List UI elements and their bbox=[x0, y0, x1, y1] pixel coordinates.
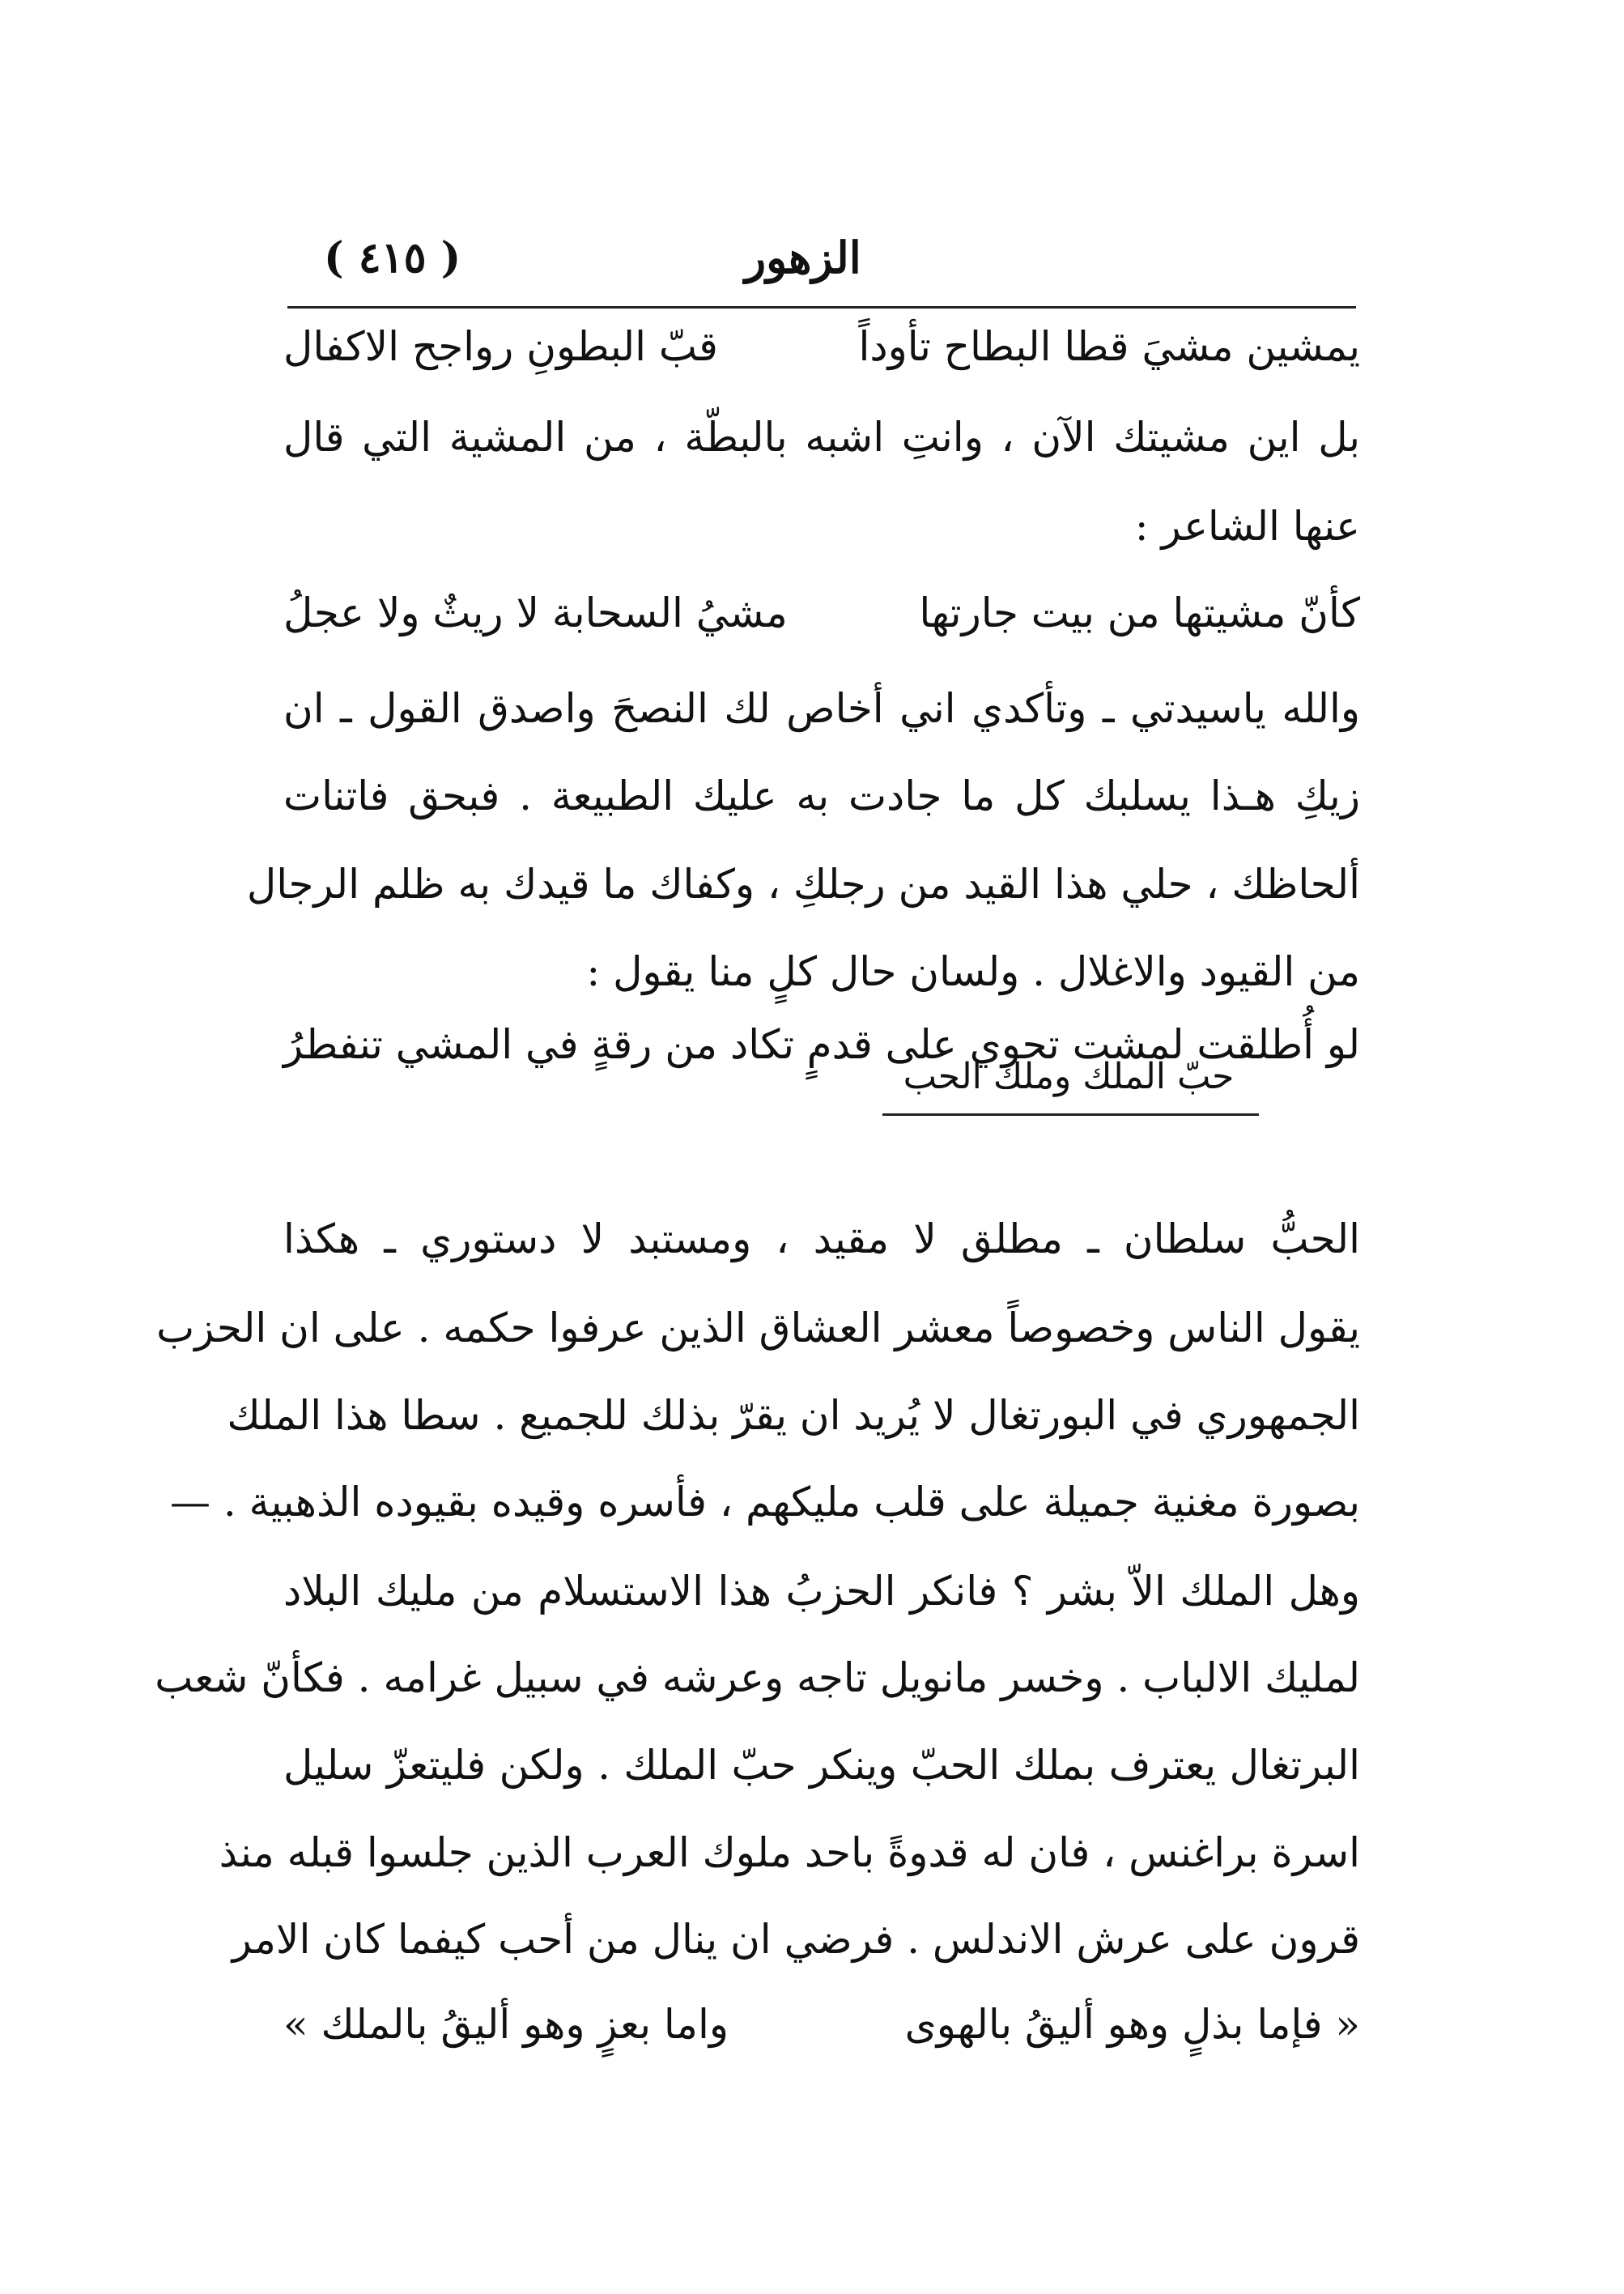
verse-hemistich-first: يمشين مشيَ قطا البطاح تأوداً bbox=[858, 323, 1360, 370]
paragraph-line: زيكِ هـذا يسلبك كل ما جادت به عليك الطبيعة . فبحق فاتنات bbox=[283, 772, 1360, 819]
paragraph-line: يقول الناس وخصوصاً معشر العشاق الذين عرفوا حكمه . على ان الحزب bbox=[156, 1304, 1360, 1351]
paragraph-line: من القيود والاغلال . ولسان حال كلٍ منا يقول : bbox=[586, 948, 1360, 995]
running-title: الزهور bbox=[745, 232, 861, 283]
verse-hemistich-first: كأنّ مشيتها من بيت جارتها bbox=[919, 589, 1360, 636]
verse-line bbox=[283, 589, 1360, 637]
verse-hemistich-second: واما بعزٍ وهو أليقُ بالملك » bbox=[283, 2001, 729, 2048]
paragraph-line: بل اين مشيتك الآن ، وانتِ اشبه بالبطّة ، من المشية التي قال bbox=[283, 414, 1360, 461]
paragraph-line: لمليك الالباب . وخسر مانويل تاجه وعرشه في سبيل غرامه . فكأنّ شعب bbox=[155, 1654, 1360, 1701]
paragraph-line: والله ياسيدتي ـ وتأكدي اني أخاص لك النصحَ واصدق القول ـ ان bbox=[283, 685, 1360, 732]
verse-hemistich-second: تكاد من رقةٍ في المشي تنفطرُ bbox=[283, 1021, 794, 1068]
paragraph-line: قرون على عرش الاندلس . فرضي ان ينال من أحب كيفما كان الامر bbox=[232, 1916, 1360, 1963]
paragraph-line: بصورة مغنية جميلة على قلب مليكهم ، فأسره وقيده بقيوده الذهبية . — bbox=[169, 1479, 1360, 1526]
closing-verse-line bbox=[283, 2000, 1360, 2049]
paragraph-line: الحبُّ سلطان ـ مطلق لا مقيد ، ومستبد لا دستوري ـ هكذا bbox=[283, 1215, 1360, 1262]
verse-hemistich-first: « فإما بذلٍ وهو أليقُ بالهوى bbox=[904, 2001, 1360, 2048]
verse-line bbox=[283, 322, 1360, 371]
paragraph-line: البرتغال يعترف بملك الحبّ وينكر حبّ الملك . ولكن فليتعزّ سليل bbox=[283, 1742, 1360, 1789]
paragraph-line: الجمهوري في البورتغال لا يُريد ان يقرّ بذلك للجميع . سطا هذا الملك bbox=[227, 1392, 1360, 1439]
section-heading: حبّ الملك وملك الحب bbox=[903, 1056, 1235, 1097]
paragraph-line: وهل الملك الاّ بشر ؟ فانكر الحزبُ هذا الاستسلام من مليك البلاد bbox=[283, 1568, 1360, 1615]
header-divider bbox=[287, 306, 1356, 309]
page-header bbox=[291, 228, 1344, 301]
verse-hemistich-second: قبّ البطونِ رواجح الاكفال bbox=[283, 323, 718, 370]
paragraph-line: عنها الشاعر : bbox=[1134, 503, 1360, 550]
verse-hemistich-second: مشيُ السحابة لا ريثٌ ولا عجلُ bbox=[283, 589, 788, 636]
page-number: ( ٤١٥ ) bbox=[324, 233, 461, 283]
section-heading-underline bbox=[882, 1113, 1259, 1116]
paragraph-line: اسرة براغنس ، فان له قدوةً باحد ملوك العرب الذين جلسوا قبله منذ bbox=[219, 1829, 1360, 1876]
verse-hemistich-first: لو أُطلقت لمشت تحوي على قدمٍ bbox=[806, 1021, 1360, 1068]
paragraph-line: ألحاظك ، حلي هذا القيد من رجلكِ ، وكفاك ما قيدك به ظلم الرجال bbox=[246, 861, 1360, 908]
